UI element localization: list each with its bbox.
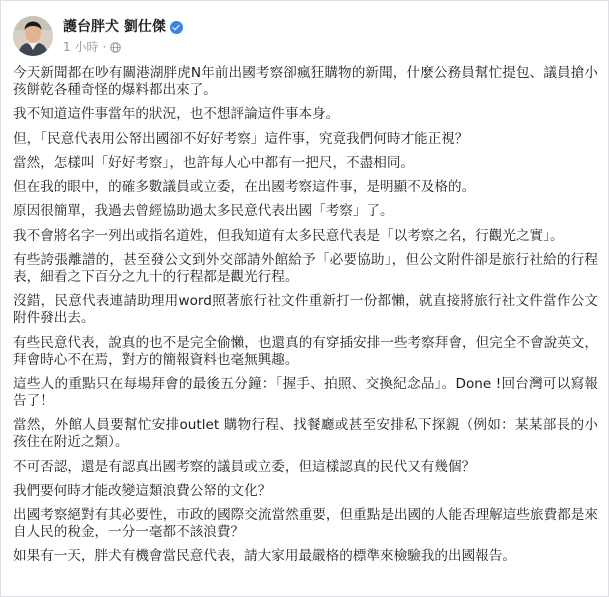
post-paragraph: 出國考察絕對有其必要性，市政的國際交流當然重要，但重點是出國的人能否理解這些旅費都是來自人民的稅金，一分一毫都不該浪費？ bbox=[13, 507, 598, 541]
post-paragraph: 有些民意代表，說真的也不是完全偷懶，也還真的有穿插安排一些考察拜會，但完全不會說英文，拜會時心不在焉，對方的簡報資料也毫無興趣。 bbox=[13, 334, 598, 368]
post-paragraph: 當然，怎樣叫「好好考察」，也許每人心中都有一把尺，不盡相同。 bbox=[13, 154, 415, 171]
post-paragraph: 今天新聞都在吵有關港湖胖虎N年前出國考察卻瘋狂購物的新聞，什麼公務員幫忙提包、議員搶小孩餅乾各種奇怪的爆料都出來了。 bbox=[13, 65, 598, 98]
author-name[interactable]: 護台胖犬 劉仕傑 bbox=[63, 19, 166, 35]
post-subline bbox=[63, 39, 183, 55]
author-avatar[interactable] bbox=[13, 16, 53, 56]
post-paragraph: 如果有一天，胖犬有機會當民意代表，請大家用最嚴格的標準來檢驗我的出國報告。 bbox=[13, 548, 516, 565]
post-paragraph: 我不知道這件事當年的狀況，也不想評論這件事本身。 bbox=[13, 106, 340, 123]
post-paragraph: 不可否認，還是有認真出國考察的議員或立委，但這樣認真的民代又有幾個？ bbox=[13, 458, 476, 475]
post-paragraph: 但在我的眼中，的確多數議員或立委，在出國考察這件事，是明顯不及格的。 bbox=[13, 179, 476, 196]
post-timestamp[interactable]: 1 小時 bbox=[63, 40, 99, 54]
meta-separator: · bbox=[102, 40, 107, 54]
post-paragraph: 當然，外館人員要幫忙安排outlet 購物行程、找餐廳或甚至安排私下探親（例如：某某部長的小孩住在附近之類）。 bbox=[13, 417, 598, 451]
post-body bbox=[13, 65, 598, 573]
post-paragraph: 這些人的重點只在每場拜會的最後五分鐘：「握手、拍照、交換紀念品」。Done !回台灣可以寫報告了！ bbox=[13, 375, 598, 409]
post-meta bbox=[63, 17, 183, 55]
avatar-portrait-icon bbox=[13, 16, 53, 56]
author-row bbox=[63, 18, 183, 36]
post-paragraph: 沒錯，民意代表連請助理用word照著旅行社文件重新打一份都懶，就直接將旅行社文件當作公文附件發出去。 bbox=[13, 293, 598, 327]
post-paragraph: 但，「民意代表用公帑出國卻不好好考察」這件事，究竟我們何時才能正視？ bbox=[13, 130, 469, 147]
post-paragraph: 我不會將名字一列出或指名道姓，但我知道有太多民意代表是「以考察之名，行觀光之實」。 bbox=[13, 227, 564, 244]
verified-badge-icon bbox=[170, 21, 183, 34]
post-paragraph: 有些誇張離譜的，甚至發公文到外交部請外館給予「必要協助」，但公文附件卻是旅行社給的行程表，細看之下百分之九十的行程都是觀光行程。 bbox=[13, 252, 598, 286]
post-header bbox=[13, 14, 183, 58]
globe-icon[interactable] bbox=[110, 42, 121, 53]
post-paragraph: 原因很簡單，我過去曾經協助過太多民意代表出國「考察」了。 bbox=[13, 203, 394, 220]
post-paragraph: 我們要何時才能改變這類浪費公帑的文化？ bbox=[13, 482, 272, 499]
